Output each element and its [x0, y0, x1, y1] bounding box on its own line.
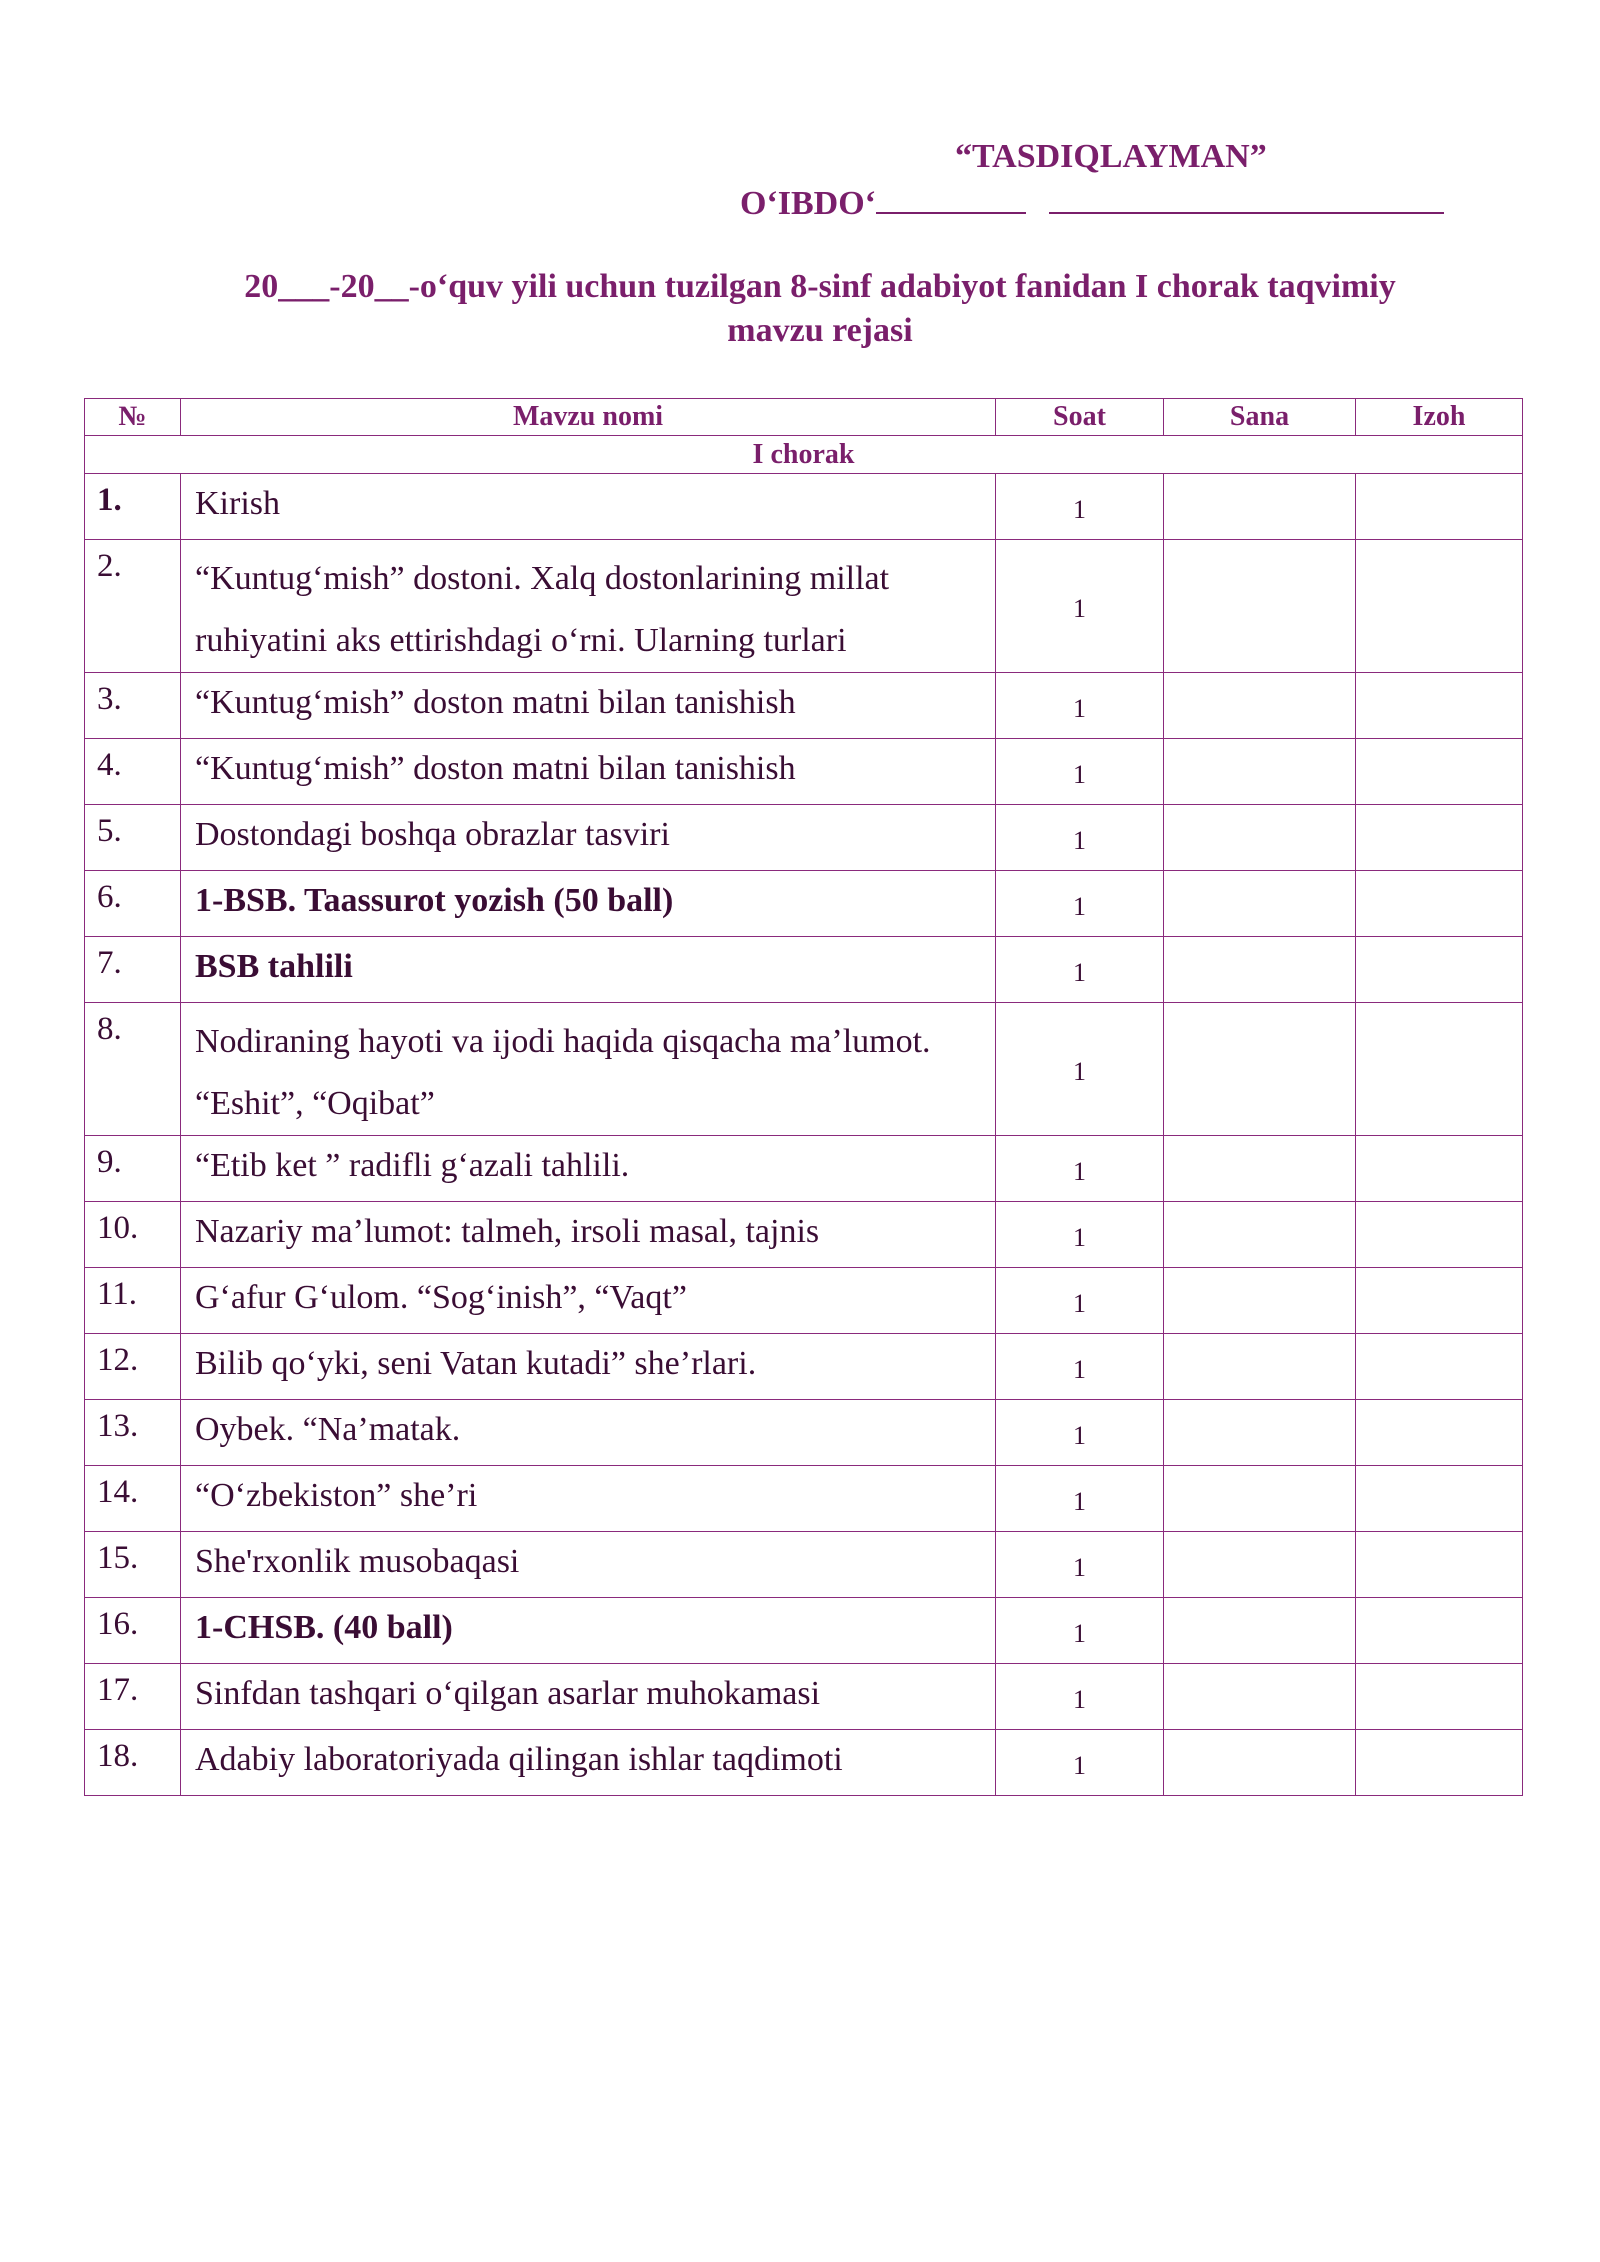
row-hours: 1 — [996, 1532, 1164, 1598]
row-note-cell[interactable] — [1356, 1202, 1523, 1268]
row-date-cell[interactable] — [1164, 1598, 1356, 1664]
row-note-cell[interactable] — [1356, 1334, 1523, 1400]
row-note-cell[interactable] — [1356, 1136, 1523, 1202]
row-number: 17. — [85, 1664, 181, 1730]
row-hours: 1 — [996, 1003, 1164, 1136]
row-date-cell[interactable] — [1164, 1730, 1356, 1796]
table-header-row — [85, 399, 1523, 436]
row-topic: 1-CHSB. (40 ball) — [181, 1598, 996, 1664]
row-note-cell[interactable] — [1356, 1003, 1523, 1136]
header-note: Izoh — [1356, 399, 1523, 436]
row-hours: 1 — [996, 1598, 1164, 1664]
row-topic: Oybek. “Na’matak. — [181, 1400, 996, 1466]
row-date-cell[interactable] — [1164, 673, 1356, 739]
quarter-label: I chorak — [85, 436, 1523, 474]
document-title — [160, 265, 1480, 353]
row-topic: “O‘zbekiston” she’ri — [181, 1466, 996, 1532]
table-row — [85, 474, 1523, 540]
row-number: 3. — [85, 673, 181, 739]
row-date-cell[interactable] — [1164, 937, 1356, 1003]
row-note-cell[interactable] — [1356, 1400, 1523, 1466]
table-row — [85, 540, 1523, 673]
lesson-plan-table — [84, 398, 1523, 1796]
row-topic: “Kuntug‘mish” doston matni bilan tanishish — [181, 739, 996, 805]
row-date-cell[interactable] — [1164, 1466, 1356, 1532]
row-topic: G‘afur G‘ulom. “Sog‘inish”, “Vaqt” — [181, 1268, 996, 1334]
table-row — [85, 1664, 1523, 1730]
row-number: 11. — [85, 1268, 181, 1334]
row-topic: 1-BSB. Taassurot yozish (50 ball) — [181, 871, 996, 937]
table-row — [85, 1730, 1523, 1796]
row-number: 1. — [85, 474, 181, 540]
row-note-cell[interactable] — [1356, 937, 1523, 1003]
row-date-cell[interactable] — [1164, 1003, 1356, 1136]
row-hours: 1 — [996, 1664, 1164, 1730]
row-topic: Sinfdan tashqari o‘qilgan asarlar muhokamasi — [181, 1664, 996, 1730]
table-row — [85, 1466, 1523, 1532]
row-hours: 1 — [996, 739, 1164, 805]
row-hours: 1 — [996, 1202, 1164, 1268]
header-date: Sana — [1164, 399, 1356, 436]
row-date-cell[interactable] — [1164, 540, 1356, 673]
row-date-cell[interactable] — [1164, 1202, 1356, 1268]
row-number: 14. — [85, 1466, 181, 1532]
table-row — [85, 805, 1523, 871]
director-signature-line — [740, 182, 1444, 223]
row-date-cell[interactable] — [1164, 871, 1356, 937]
row-number: 12. — [85, 1334, 181, 1400]
approve-label: “TASDIQLAYMAN” — [955, 138, 1267, 175]
row-note-cell[interactable] — [1356, 673, 1523, 739]
row-topic: Bilib qo‘yki, seni Vatan kutadi” she’rlari. — [181, 1334, 996, 1400]
row-note-cell[interactable] — [1356, 871, 1523, 937]
signature-blank-long — [1049, 182, 1444, 214]
quarter-row — [85, 436, 1523, 474]
row-note-cell[interactable] — [1356, 1268, 1523, 1334]
row-hours: 1 — [996, 1136, 1164, 1202]
row-note-cell[interactable] — [1356, 1598, 1523, 1664]
row-number: 5. — [85, 805, 181, 871]
row-number: 13. — [85, 1400, 181, 1466]
table-row — [85, 1400, 1523, 1466]
row-number: 15. — [85, 1532, 181, 1598]
row-hours: 1 — [996, 474, 1164, 540]
row-hours: 1 — [996, 1334, 1164, 1400]
table-row — [85, 871, 1523, 937]
row-hours: 1 — [996, 805, 1164, 871]
director-label: O‘IBDO‘ — [740, 185, 876, 222]
row-topic: Adabiy laboratoriyada qilingan ishlar taqdimoti — [181, 1730, 996, 1796]
row-note-cell[interactable] — [1356, 474, 1523, 540]
row-hours: 1 — [996, 1730, 1164, 1796]
signature-blank-short — [876, 182, 1026, 214]
row-number: 16. — [85, 1598, 181, 1664]
row-topic: Dostondagi boshqa obrazlar tasviri — [181, 805, 996, 871]
table-row — [85, 1598, 1523, 1664]
table-row — [85, 673, 1523, 739]
row-number: 10. — [85, 1202, 181, 1268]
header-hours: Soat — [996, 399, 1164, 436]
row-number: 7. — [85, 937, 181, 1003]
row-hours: 1 — [996, 540, 1164, 673]
row-number: 6. — [85, 871, 181, 937]
title-line-2: mavzu rejasi — [727, 312, 913, 349]
row-date-cell[interactable] — [1164, 1400, 1356, 1466]
row-hours: 1 — [996, 1268, 1164, 1334]
row-topic: Nodiraning hayoti va ijodi haqida qisqacha ma’lumot. “Eshit”, “Oqibat” — [181, 1003, 996, 1136]
row-number: 4. — [85, 739, 181, 805]
row-date-cell[interactable] — [1164, 1268, 1356, 1334]
row-date-cell[interactable] — [1164, 1334, 1356, 1400]
row-date-cell[interactable] — [1164, 1136, 1356, 1202]
row-hours: 1 — [996, 1466, 1164, 1532]
row-topic: She'rxonlik musobaqasi — [181, 1532, 996, 1598]
row-hours: 1 — [996, 871, 1164, 937]
row-topic: “Kuntug‘mish” doston matni bilan tanishish — [181, 673, 996, 739]
row-note-cell[interactable] — [1356, 739, 1523, 805]
row-note-cell[interactable] — [1356, 805, 1523, 871]
row-number: 8. — [85, 1003, 181, 1136]
row-hours: 1 — [996, 1400, 1164, 1466]
table-row — [85, 1202, 1523, 1268]
row-date-cell[interactable] — [1164, 1664, 1356, 1730]
row-note-cell[interactable] — [1356, 1664, 1523, 1730]
row-topic: “Etib ket ” radifli g‘azali tahlili. — [181, 1136, 996, 1202]
row-date-cell[interactable] — [1164, 805, 1356, 871]
row-topic: Nazariy ma’lumot: talmeh, irsoli masal, tajnis — [181, 1202, 996, 1268]
title-line-1: 20___-20__-o‘quv yili uchun tuzilgan 8-sinf adabiyot fanidan I chorak taqvimiy — [244, 268, 1396, 305]
table-row — [85, 1136, 1523, 1202]
row-date-cell[interactable] — [1164, 474, 1356, 540]
row-number: 9. — [85, 1136, 181, 1202]
table-row — [85, 937, 1523, 1003]
row-date-cell[interactable] — [1164, 739, 1356, 805]
row-number: 2. — [85, 540, 181, 673]
row-topic: Kirish — [181, 474, 996, 540]
table-row — [85, 1003, 1523, 1136]
row-note-cell[interactable] — [1356, 540, 1523, 673]
row-date-cell[interactable] — [1164, 1532, 1356, 1598]
row-note-cell[interactable] — [1356, 1466, 1523, 1532]
row-hours: 1 — [996, 937, 1164, 1003]
row-number: 18. — [85, 1730, 181, 1796]
row-topic: BSB tahlili — [181, 937, 996, 1003]
table-row — [85, 739, 1523, 805]
header-number: № — [85, 399, 181, 436]
table-row — [85, 1334, 1523, 1400]
table-row — [85, 1532, 1523, 1598]
table-row — [85, 1268, 1523, 1334]
row-note-cell[interactable] — [1356, 1532, 1523, 1598]
row-topic: “Kuntug‘mish” dostoni. Xalq dostonlarining millat ruhiyatini aks ettirishdagi o‘rni. Ularning turlari — [181, 540, 996, 673]
header-topic: Mavzu nomi — [181, 399, 996, 436]
row-note-cell[interactable] — [1356, 1730, 1523, 1796]
row-hours: 1 — [996, 673, 1164, 739]
